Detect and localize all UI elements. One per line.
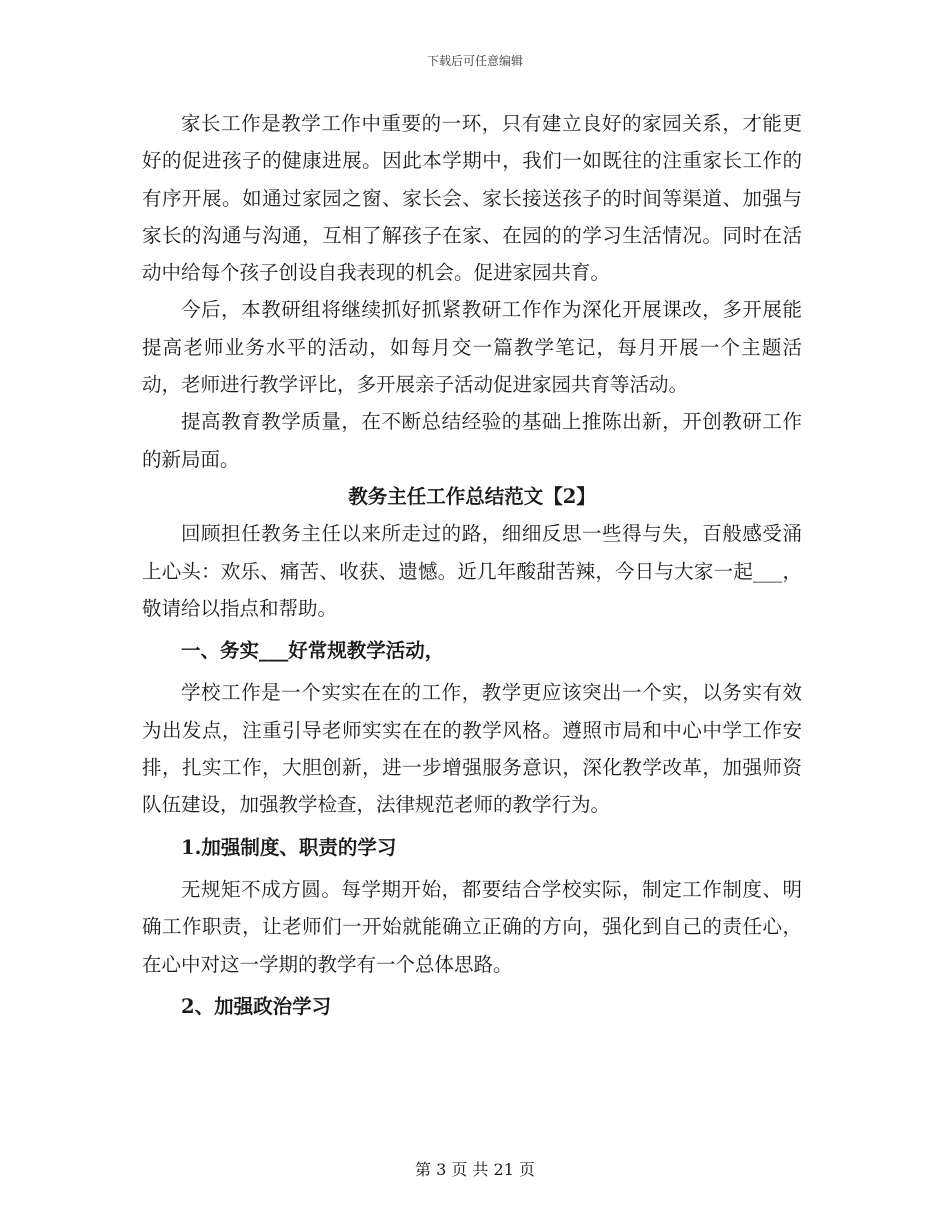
- paragraph-review: 回顾担任教务主任以来所走过的路，细细反思一些得与失，百般感受涌上心头：欢乐、痛苦、收获、遗憾。近几年酸甜苦辣，今日与大家一起___，敬请给以指点和帮助。: [142, 522, 802, 620]
- subheading-rules: 1.加强制度、职责的学习: [181, 835, 397, 859]
- paragraph-parent-work: 家长工作是教学工作中重要的一环，只有建立良好的家园关系，才能更好的促进孩子的健康进展。因此本学期中，我们一如既往的注重家长工作的有序开展。如通过家园之窗、家长会、家长接送孩子的时间等渠道、加强与家长的沟通与沟通，互相了解孩子在家、在园的的学习生活情况。同时在活动中给每个孩子创设自我表现的机会。促进家园共育。: [142, 112, 802, 285]
- paragraph-school-work: 学校工作是一个实实在在的工作，教学更应该突出一个实，以务实有效为出发点，注重引导老师实实在在的教学风格。遵照市局和中心中学工作安排，扎实工作，大胆创新，进一步增强服务意识，深化教学改革，加强师资队伍建设，加强教学检查，法律规范老师的教学行为。: [142, 681, 802, 817]
- document-body: [142, 105, 802, 1030]
- heading-routine-teaching: 一、务实___好常规教学活动，: [181, 639, 445, 663]
- paragraph-quality: 提高教育教学质量，在不断总结经验的基础上推陈出新，开创教研工作的新局面。: [142, 410, 802, 471]
- page-footer: 第 3 页 共 21 页: [415, 1160, 535, 1179]
- paragraph-rules: 无规矩不成方圆。每学期开始，都要结合学校实际，制定工作制度、明确工作职责，让老师们一开始就能确立正确的方向，强化到自己的责任心，在心中对这一学期的教学有一个总体思路。: [142, 877, 802, 976]
- subheading-political-study: 2、加强政治学习: [181, 994, 332, 1018]
- paragraph-future-plans: 今后，本教研组将继续抓好抓紧教研工作作为深化开展课改，多开展能提高老师业务水平的活动，如每月交一篇教学笔记，每月开展一个主题活动，老师进行教学评比，多开展亲子活动促进家园共育等活动。: [142, 298, 802, 397]
- section-title: 教务主任工作总结范文【2】: [348, 484, 596, 508]
- page-header: 下载后可任意编辑: [426, 54, 523, 68]
